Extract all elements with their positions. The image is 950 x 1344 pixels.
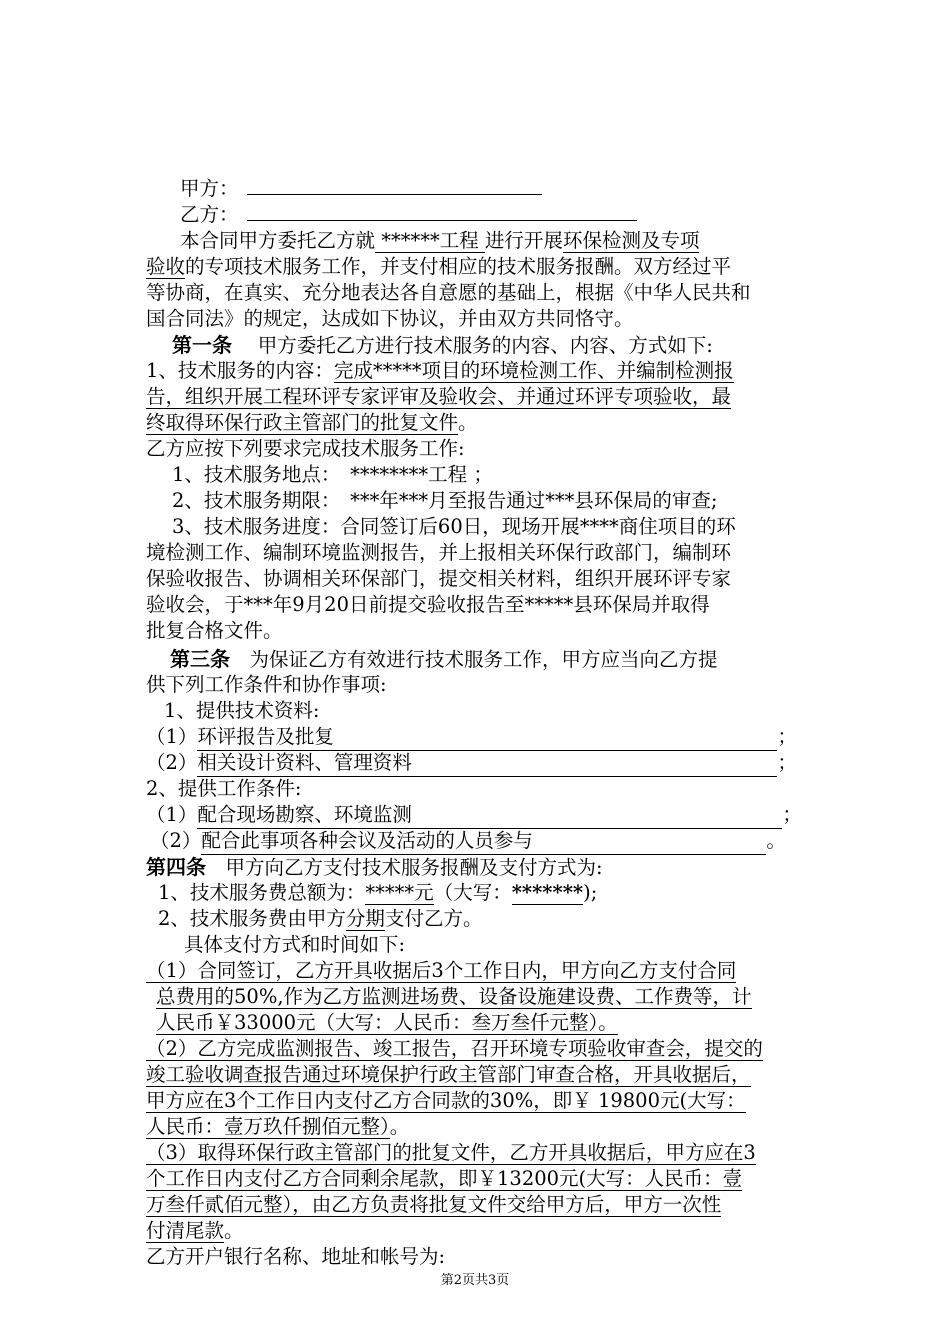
- punct: ；: [777, 751, 797, 774]
- intro-line-3: 等协商，在真实、充分地表达各自意愿的基础上，根据《中华人民共和: [146, 281, 751, 304]
- material-item-value: 相关设计资料、管理资料: [197, 750, 777, 777]
- article-1-heading: [172, 332, 713, 358]
- fee-capital-label: （大写：: [433, 881, 512, 904]
- item-number: （1）: [146, 725, 198, 748]
- intro-line-4: 国合同法》的规定，达成如下协议，并由双方共同恪守。: [146, 307, 634, 330]
- service-location: 1、技术服务地点： ********工程 ；: [172, 463, 493, 486]
- article-4-text: 甲方向乙方支付技术服务报酬及支付方式为:: [206, 856, 603, 879]
- party-b-blank[interactable]: [247, 202, 637, 221]
- content-underlined: 告，组织开展工程环评专家评审及验收会、并通过环评专项验收，最: [146, 385, 732, 408]
- content-underlined: 完成*****项目的环境检测工作、并编制检测报: [333, 359, 734, 382]
- payment-3-line-3: [146, 1192, 721, 1218]
- payment-text: 人民币￥33000元（大写：人民币：叁万叁仟元整）。: [156, 1011, 618, 1034]
- article-1-title: 第一条: [172, 333, 232, 357]
- punct: ；: [782, 803, 802, 826]
- content-label: 1、技术服务的内容：: [146, 359, 334, 382]
- intro-text: 本合同甲方委托乙方就: [180, 229, 376, 252]
- payment-2-line-4: [146, 1114, 409, 1140]
- article-4-title: 第四条: [146, 855, 206, 879]
- payment-3-line-4: [146, 1218, 244, 1244]
- payment-text: 人民币：壹万玖仟捌佰元整）: [146, 1115, 390, 1138]
- condition-item-value: 配合此事项各种会议及活动的人员参与: [201, 828, 766, 855]
- payment-3-line-2: [146, 1166, 742, 1192]
- service-progress-1: 3、技术服务进度：合同签订后60日，现场开展****商住项目的环: [172, 515, 736, 538]
- item-number: （2）: [146, 751, 198, 774]
- payment-1-line-3: [156, 1010, 618, 1036]
- material-item-1: [146, 724, 797, 750]
- fee-payment-text: 支付乙方。: [384, 907, 483, 930]
- article-3-title: 第三条: [170, 647, 230, 671]
- punct: ；: [777, 725, 797, 748]
- art1-content-line-2: [146, 384, 731, 410]
- payment-details-label: 具体支付方式和时间如下:: [184, 933, 406, 956]
- payment-text: 个工作日内支付乙方合同剩余尾款，即￥13200元(大写：人民币：壹: [146, 1167, 743, 1190]
- party-b-line: [180, 202, 637, 228]
- content-underlined: 终取得环保行政主管部门的批复文件: [146, 411, 459, 434]
- payment-2-line-1: [146, 1036, 763, 1062]
- punct: 。: [389, 1115, 410, 1138]
- payment-1-line-2: [156, 984, 752, 1010]
- party-a-line: [180, 176, 542, 202]
- fee-payment-text: 2、技术服务费由甲方: [158, 907, 346, 930]
- material-item-2: [146, 750, 797, 776]
- fee-payment-line: [158, 906, 482, 932]
- article-3-text-2: 供下列工作条件和协作事项:: [146, 673, 387, 696]
- condition-item-1: [146, 802, 802, 828]
- payment-2-line-2: [146, 1062, 751, 1088]
- article-4-heading: [146, 854, 603, 880]
- service-name-underlined: 环保检测及专项: [562, 229, 700, 252]
- payment-text: 竣工验收调查报告通过环境保护行政主管部门审查合格，开具收据后，: [146, 1063, 751, 1086]
- payment-text: 甲方应在3个工作日内支付乙方合同款的30%，即￥ 19800元(大写：: [146, 1089, 746, 1112]
- art1-content-line-3: [146, 410, 478, 436]
- service-progress-2: 境检测工作、编制环境监测报告，并上报相关环保行政部门，编制环: [146, 541, 732, 564]
- payment-text: （3）取得环保行政主管部门的批复文件，乙方开具收据后，甲方应在3: [146, 1141, 756, 1164]
- project-name-blank: ******工程: [375, 229, 485, 252]
- intro-text: 的专项技术服务工作，并支付相应的技术服务报酬。双方经过平: [185, 255, 732, 278]
- payment-text: 万叁仟贰佰元整），由乙方负责将批复文件交给甲方后，甲方一次性: [146, 1193, 722, 1216]
- party-a-label: 甲方：: [180, 177, 239, 200]
- punct: 。: [458, 411, 478, 434]
- payment-3-line-1: [146, 1140, 756, 1166]
- party-b-label: 乙方：: [180, 203, 239, 226]
- intro-line-1: [180, 228, 699, 254]
- service-name-underlined: 验收: [146, 255, 186, 278]
- intro-line-2: [146, 254, 731, 280]
- fee-total-line: [158, 880, 597, 906]
- work-conditions-label: 2、提供工作条件:: [146, 777, 302, 800]
- fee-total-value: *****元: [365, 881, 434, 904]
- page-footer: 第2页共3页: [440, 1273, 510, 1288]
- punct: 。: [766, 829, 786, 852]
- payment-text: （2）乙方完成监测报告、竣工报告，召开环境专项验收审查会，提交的: [146, 1037, 763, 1060]
- bank-info-label: 乙方开户银行名称、地址和帐号为:: [146, 1245, 446, 1268]
- art1-content-line-1: [146, 358, 734, 384]
- payment-text: 付清尾款: [146, 1219, 225, 1242]
- payment-2-line-3: [146, 1088, 746, 1114]
- service-progress-5: 批复合格文件。: [146, 619, 283, 642]
- service-period: 2、技术服务期限： ***年***月至报告通过***县环保局的审查;: [172, 489, 718, 512]
- fee-total-label: 1、技术服务费总额为：: [158, 881, 366, 904]
- article-3-text: 为保证乙方有效进行技术服务工作，甲方应当向乙方提: [230, 648, 718, 671]
- fee-capital-value: *******: [511, 881, 584, 904]
- punct: 。: [224, 1219, 244, 1242]
- intro-text: 进行开展: [484, 229, 563, 252]
- service-progress-4: 验收会，于***年9月20日前提交验收报告至*****县环保局并取得: [146, 593, 710, 616]
- condition-item-2: [150, 828, 786, 854]
- material-item-value: 环评报告及批复: [197, 724, 777, 751]
- item-number: （2）: [150, 829, 202, 852]
- article-1-text: 甲方委托乙方进行技术服务的内容、内容、方式如下:: [232, 334, 713, 357]
- tech-materials-label: 1、提供技术资料:: [164, 699, 320, 722]
- item-number: （1）: [146, 803, 198, 826]
- party-a-blank[interactable]: [247, 176, 542, 195]
- payment-text: （1）合同签订，乙方开具收据后3个工作日内，甲方向乙方支付合同: [146, 959, 737, 982]
- condition-item-value: 配合现场勘察、环境监测: [197, 802, 782, 829]
- payment-1-line-1: [146, 958, 736, 984]
- punct: );: [583, 881, 598, 904]
- service-progress-3: 保验收报告、协调相关环保部门，提交相关材料，组织开展环评专家: [146, 567, 732, 590]
- payment-text: 总费用的50%,作为乙方监测进场费、设备设施建设费、工作费等，计: [156, 985, 752, 1008]
- installment-value: 分期: [345, 907, 385, 930]
- art1-requirements: 乙方应按下列要求完成技术服务工作:: [146, 437, 465, 460]
- article-3-heading: [170, 646, 718, 672]
